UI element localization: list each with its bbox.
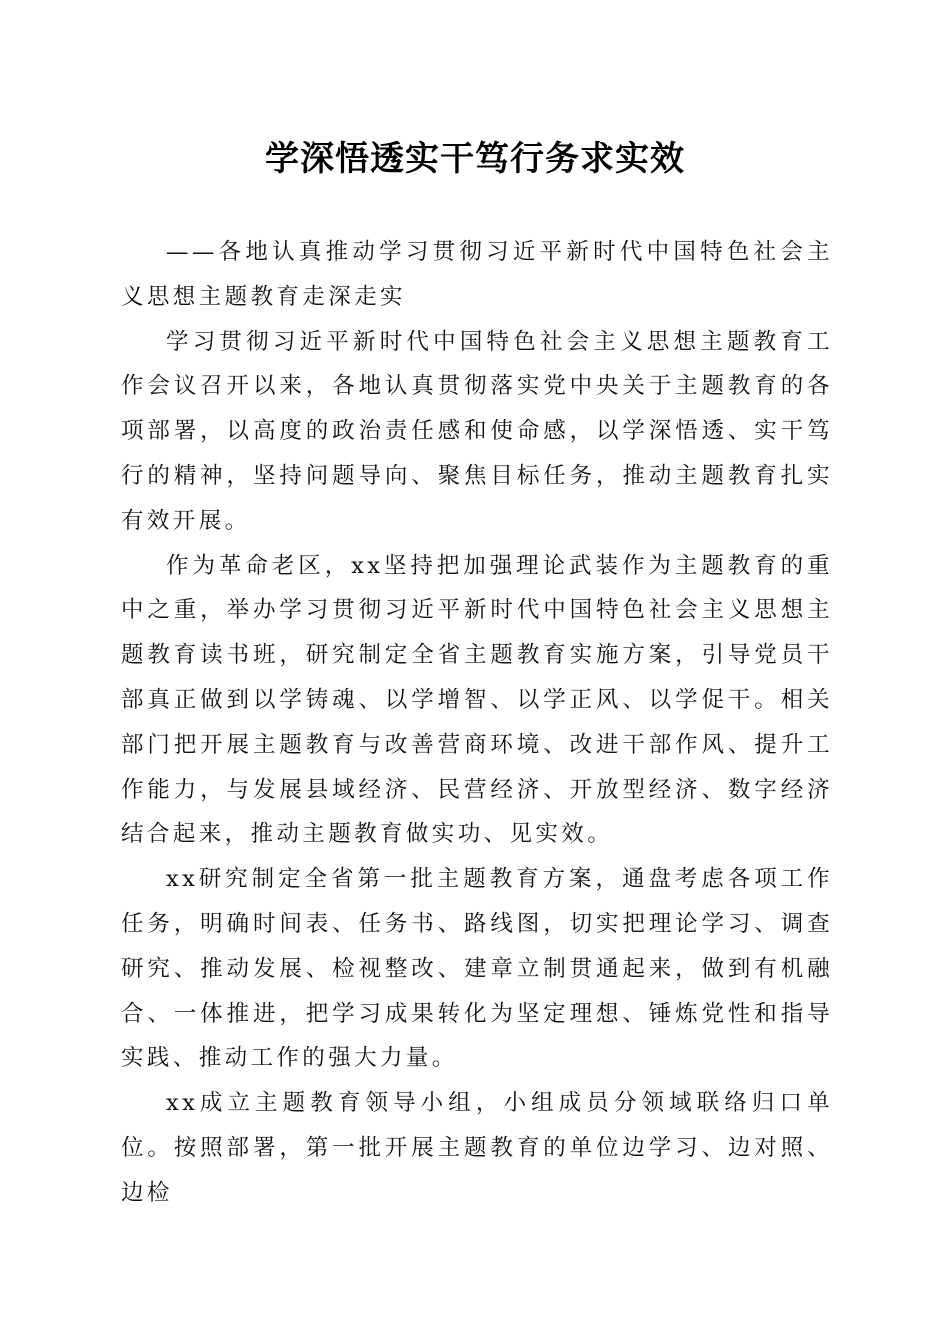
document-body xyxy=(121,230,833,1216)
paragraph-3: xx研究制定全省第一批主题教育方案，通盘考虑各项工作任务，明确时间表、任务书、路线图，切实把理论学习、调查研究、推动发展、检视整改、建章立制贯通起来，做到有机融合、一体推进，把学习成果转化为坚定理想、锤炼党性和指导实践、推动工作的强大力量。 xyxy=(121,866,833,1072)
paragraph-4: xx成立主题教育领导小组，小组成员分领域联络归口单位。按照部署，第一批开展主题教育的单位边学习、边对照、边检 xyxy=(121,1090,833,1206)
document-subtitle: ——各地认真推动学习贯彻习近平新时代中国特色社会主义思想主题教育走深走实 xyxy=(121,239,833,310)
document-title: 学深悟透实干笃行务求实效 xyxy=(265,139,685,179)
paragraph-1: 学习贯彻习近平新时代中国特色社会主义思想主题教育工作会议召开以来，各地认真贯彻落实党中央关于主题教育的各项部署，以高度的政治责任感和使命感，以学深悟透、实干笃行的精神，坚持问题导向、聚焦目标任务，推动主题教育扎实有效开展。 xyxy=(121,328,833,534)
paragraph-2: 作为革命老区，xx坚持把加强理论武装作为主题教育的重中之重，举办学习贯彻习近平新时代中国特色社会主义思想主题教育读书班，研究制定全省主题教育实施方案，引导党员干部真正做到以学铸魂、以学增智、以学正风、以学促干。相关部门把开展主题教育与改善营商环境、改进干部作风、提升工作能力，与发展县域经济、民营经济、开放型经济、数字经济结合起来，推动主题教育做实功、见实效。 xyxy=(121,552,833,848)
